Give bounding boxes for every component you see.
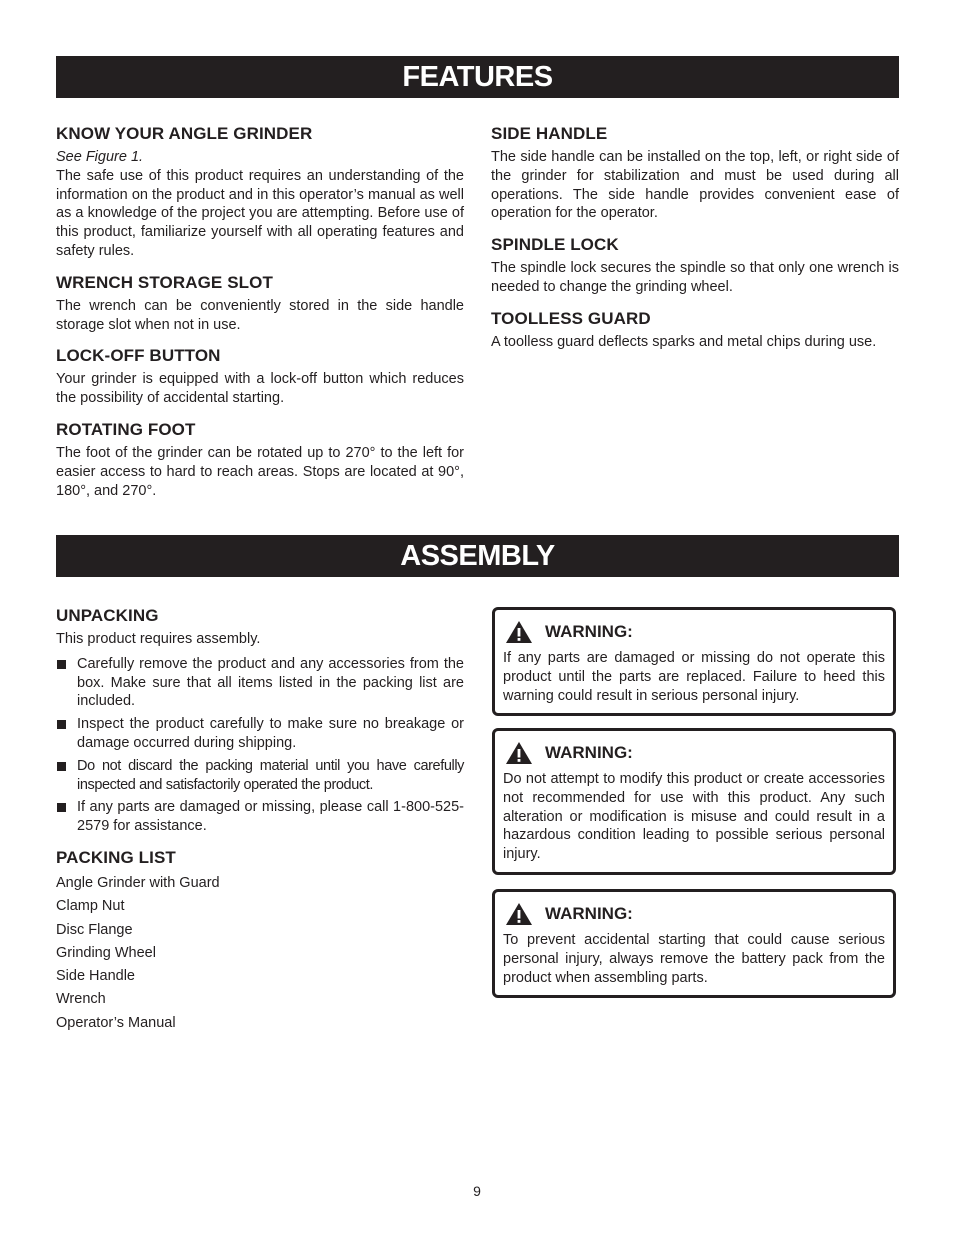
list-item: If any parts are damaged or missing, please call 1-800-525-2579 for assistance. <box>56 798 464 836</box>
warning-box <box>492 607 896 716</box>
section-body: The wrench can be conveniently stored in the side handle storage slot when not in use. <box>56 297 464 333</box>
toolless-guard-section <box>491 309 899 352</box>
section-body: A toolless guard deflects sparks and metal chips during use. <box>491 333 877 350</box>
list-item: Side Handle <box>56 968 135 985</box>
unpacking-list <box>56 655 464 836</box>
warning-text: Do not attempt to modify this product or create accessories not recommended for use with this product. Any such alteration or modification is misuse and could result in a hazardous condition leading to possible serious personal injury. <box>503 771 885 863</box>
list-item: Carefully remove the product and any accessories from the box. Make sure that all items listed in the packing list are included. <box>56 655 464 711</box>
unpacking-intro: This product requires assembly. <box>56 631 261 647</box>
warning-box <box>492 889 896 998</box>
lock-off-section <box>56 346 464 408</box>
assembly-title: ASSEMBLY <box>400 540 555 572</box>
page-number: 9 <box>473 1183 481 1199</box>
features-title: FEATURES <box>402 61 553 93</box>
warning-title: WARNING: <box>545 622 633 641</box>
section-heading: PACKING LIST <box>56 847 176 867</box>
square-bullet-icon <box>57 660 66 669</box>
section-body: Your grinder is equipped with a lock-off button which reduces the possibility of accidental starting. <box>56 371 464 407</box>
wrench-storage-section <box>56 273 464 335</box>
section-body: The safe use of this product requires an understanding of the information on the product and in this operator’s manual as well as a knowledge of the project you are attempting. Before use of this product, familiarize yourself with all operating features and safety rules. <box>56 167 464 259</box>
square-bullet-icon <box>57 720 66 729</box>
features-banner <box>56 56 899 98</box>
section-heading: TOOLLESS GUARD <box>491 308 651 328</box>
rotating-foot-section <box>56 420 464 500</box>
know-your-grinder-section <box>56 124 464 261</box>
section-heading: ROTATING FOOT <box>56 419 196 439</box>
square-bullet-icon <box>57 762 66 771</box>
list-item: Grinding Wheel <box>56 944 156 961</box>
warning-box <box>492 728 896 875</box>
assembly-left-column <box>56 606 464 1047</box>
list-item: Angle Grinder with Guard <box>56 874 220 891</box>
packing-list-section <box>56 848 464 1035</box>
warning-triangle-icon <box>505 902 533 926</box>
list-item: Clamp Nut <box>56 898 125 915</box>
list-item: Wrench <box>56 991 106 1008</box>
section-heading: UNPACKING <box>56 606 159 625</box>
features-right-column <box>491 124 899 364</box>
figure-reference: See Figure 1. <box>56 149 144 165</box>
side-handle-section <box>491 124 899 223</box>
section-body: The side handle can be installed on the top, left, or right side of the grinder for stabilization and must be used during all operations. The side handle provides convenient ease of operation for the operator. <box>491 149 899 222</box>
section-body: The spindle lock secures the spindle so that only one wrench is needed to change the grinding wheel. <box>491 260 899 295</box>
warning-header <box>503 740 885 766</box>
spindle-lock-section <box>491 235 899 297</box>
unpacking-section <box>56 606 464 836</box>
warning-text: If any parts are damaged or missing do not operate this product until the parts are replaced. Failure to heed this warning could result in serious personal injury. <box>503 650 885 704</box>
warning-header <box>503 619 885 645</box>
warning-title: WARNING: <box>545 743 633 762</box>
assembly-banner <box>56 535 899 577</box>
list-item: Disc Flange <box>56 921 133 938</box>
features-left-column <box>56 124 464 512</box>
list-item: Operator’s Manual <box>56 1014 176 1031</box>
section-heading: SPINDLE LOCK <box>491 235 619 255</box>
warning-header <box>503 901 885 927</box>
section-heading: KNOW YOUR ANGLE GRINDER <box>56 124 313 143</box>
packing-list <box>56 872 464 1035</box>
warning-text: To prevent accidental starting that could cause serious personal injury, always remove the battery pack from the product when assembling parts. <box>503 932 885 986</box>
section-heading: SIDE HANDLE <box>491 124 608 143</box>
warning-triangle-icon <box>505 620 533 644</box>
square-bullet-icon <box>57 803 66 812</box>
section-body: The foot of the grinder can be rotated up to 270° to the left for easier access to hard to reach areas. Stops are located at 90°, 180°, and 270°. <box>56 444 464 499</box>
list-item: Do not discard the packing material until you have carefully inspected and satisfactorily operated the product. <box>56 757 464 795</box>
list-item: Inspect the product carefully to make sure no breakage or damage occurred during shipping. <box>56 715 464 753</box>
warning-title: WARNING: <box>545 904 633 923</box>
section-heading: LOCK-OFF BUTTON <box>56 346 221 366</box>
warning-triangle-icon <box>505 741 533 765</box>
section-heading: WRENCH STORAGE SLOT <box>56 272 273 292</box>
